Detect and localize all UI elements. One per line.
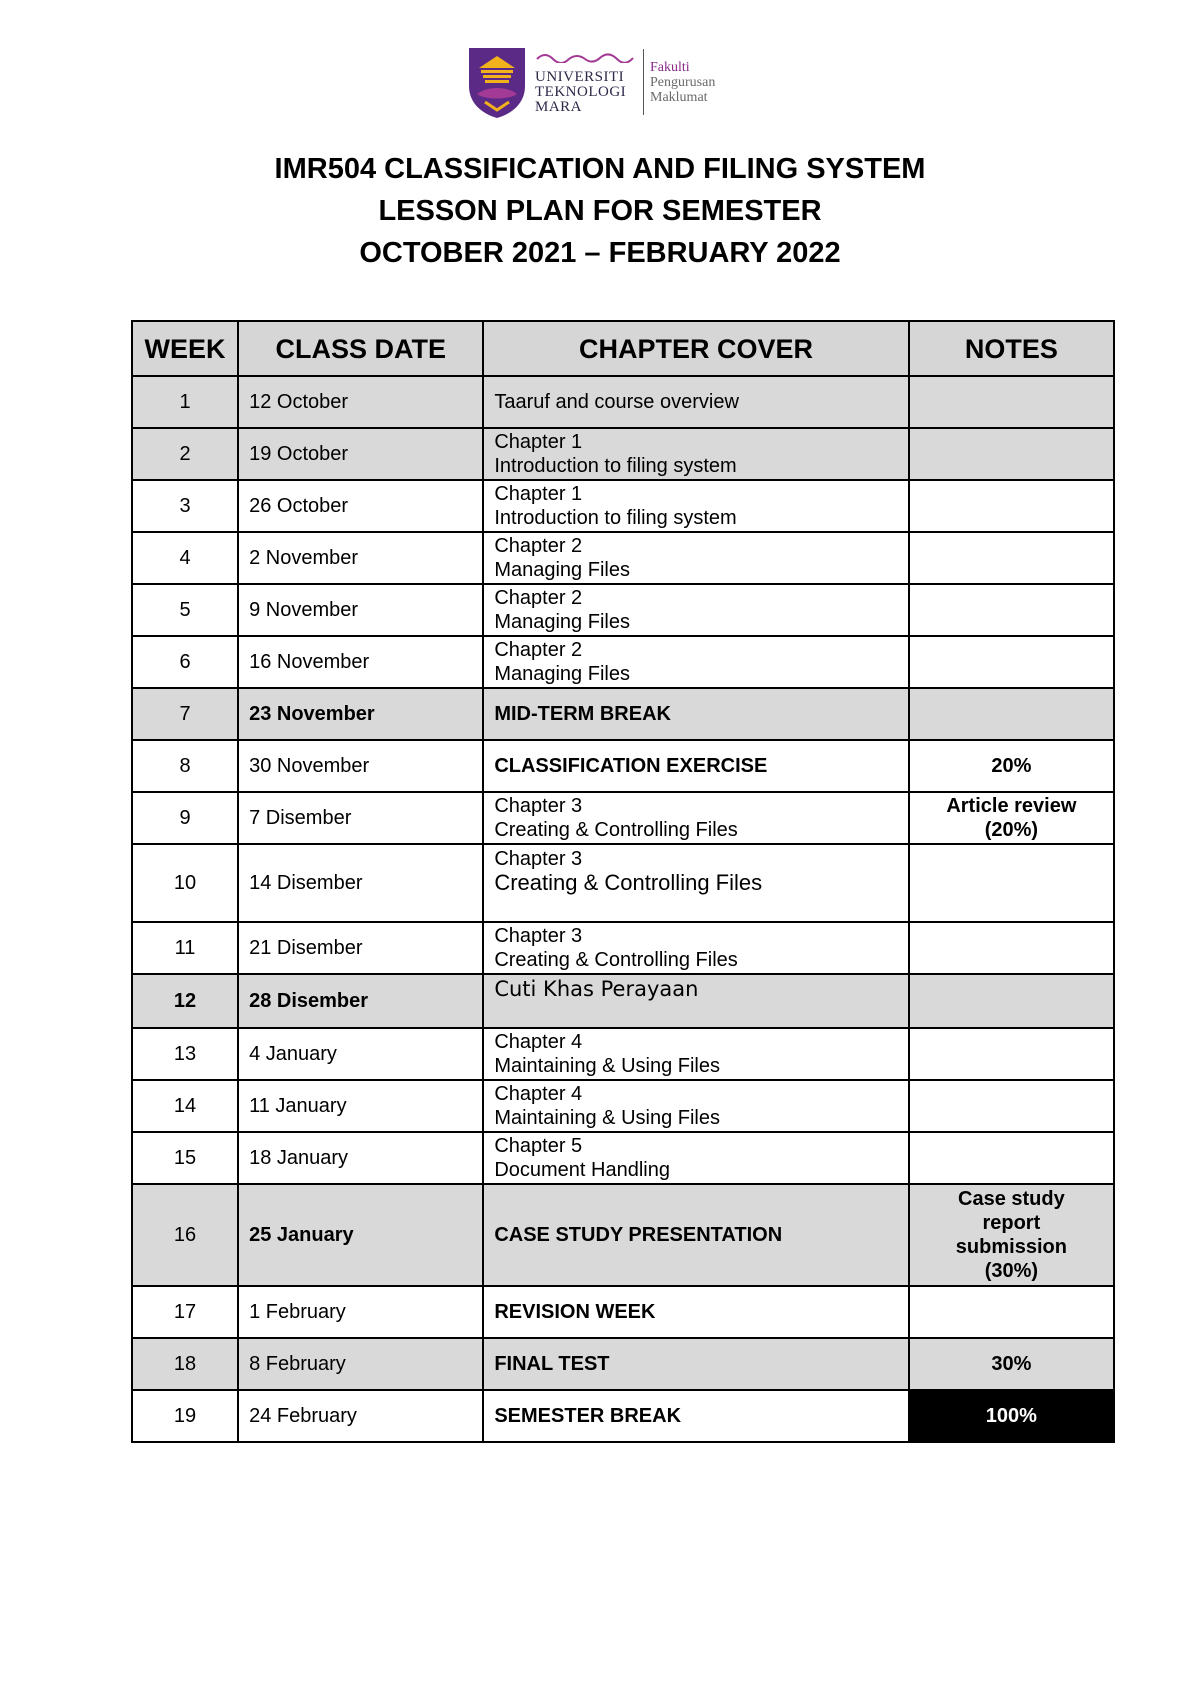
date-cell: 24 February [238,1390,483,1442]
week-cell: 18 [132,1338,238,1390]
date-cell: 8 February [238,1338,483,1390]
notes-line: (20%) [984,819,1039,841]
notes-line: Case study [958,1188,1065,1210]
week-cell: 7 [132,688,238,740]
notes-cell: 30% [909,1338,1114,1390]
table-row [132,844,1114,922]
week-cell: 12 [132,974,238,1028]
chapter-number: Chapter 3 [494,848,583,870]
chapter-number: Chapter 2 [494,535,583,557]
header-chapter-cover: CHAPTER COVER [483,321,908,376]
week-cell: 6 [132,636,238,688]
header-class-date: CLASS DATE [238,321,483,376]
table-row [132,584,1114,636]
notes-line: report [982,1212,1041,1234]
chapter-title: Creating & Controlling Files [494,949,738,971]
jawi-script-icon [535,49,635,63]
table-row [132,974,1114,1028]
chapter-title: Creating & Controlling Files [494,870,763,895]
notes-line: submission [955,1236,1067,1258]
notes-cell [909,1132,1114,1184]
date-cell: 19 October [238,428,483,480]
week-cell: 4 [132,532,238,584]
chapter-title: Document Handling [494,1159,670,1181]
chapter-cell: Cuti Khas Perayaan [483,974,908,1028]
date-cell: 11 January [238,1080,483,1132]
notes-line: (30%) [984,1260,1039,1282]
chapter-title: Managing Files [494,559,630,581]
chapter-cell [483,1028,908,1080]
faculty-line-2: Pengurusan [650,74,716,90]
chapter-cell [483,792,908,844]
chapter-title: Introduction to filing system [494,455,737,477]
university-line-2: TEKNOLOGI [535,84,627,100]
chapter-cell: CLASSIFICATION EXERCISE [483,740,908,792]
title-line-2: LESSON PLAN FOR SEMESTER [378,195,822,227]
table-row [132,532,1114,584]
chapter-cell: REVISION WEEK [483,1286,908,1338]
page-title [0,148,1200,274]
date-cell: 7 Disember [238,792,483,844]
chapter-cell [483,1132,908,1184]
date-cell: 21 Disember [238,922,483,974]
chapter-number: Chapter 2 [494,639,583,661]
chapter-cell [483,584,908,636]
date-cell: 4 January [238,1028,483,1080]
notes-cell [909,688,1114,740]
logo-divider [643,49,644,115]
table-row [132,376,1114,428]
chapter-title: Managing Files [494,663,630,685]
table-row [132,1286,1114,1338]
chapter-cell [483,480,908,532]
date-cell: 9 November [238,584,483,636]
chapter-cell [483,922,908,974]
notes-cell [909,428,1114,480]
title-line-3: OCTOBER 2021 – FEBRUARY 2022 [359,237,841,269]
table-row [132,1390,1114,1442]
table-row [132,428,1114,480]
table-row [132,1184,1114,1286]
table-row [132,480,1114,532]
notes-cell [909,1028,1114,1080]
week-cell: 2 [132,428,238,480]
chapter-number: Chapter 3 [494,925,583,947]
week-cell: 15 [132,1132,238,1184]
university-line-3: MARA [535,99,583,115]
table-header-row [132,321,1114,376]
table-row [132,1080,1114,1132]
notes-cell [909,636,1114,688]
university-name [535,49,635,115]
chapter-number: Chapter 5 [494,1135,583,1157]
notes-line: Article review [946,795,1077,817]
week-cell: 9 [132,792,238,844]
chapter-number: Chapter 4 [494,1083,583,1105]
notes-cell [909,844,1114,922]
chapter-number: Chapter 2 [494,587,583,609]
chapter-cell [483,532,908,584]
chapter-title: Maintaining & Using Files [494,1107,720,1129]
notes-cell [909,480,1114,532]
chapter-number: Chapter 4 [494,1031,583,1053]
table-row [132,688,1114,740]
week-cell: 14 [132,1080,238,1132]
chapter-title: Creating & Controlling Files [494,819,738,841]
faculty-line-3: Maklumat [650,89,708,105]
chapter-cell [483,428,908,480]
header-week: WEEK [132,321,238,376]
table-row [132,636,1114,688]
faculty-name [650,60,715,105]
notes-cell [909,532,1114,584]
notes-cell [909,922,1114,974]
week-cell: 17 [132,1286,238,1338]
chapter-title: Managing Files [494,611,630,633]
chapter-cell [483,844,908,922]
date-cell: 14 Disember [238,844,483,922]
week-cell: 19 [132,1390,238,1442]
table-row [132,1132,1114,1184]
date-cell: 12 October [238,376,483,428]
chapter-number: Chapter 3 [494,795,583,817]
chapter-cell: FINAL TEST [483,1338,908,1390]
week-cell: 1 [132,376,238,428]
week-cell: 5 [132,584,238,636]
date-cell: 18 January [238,1132,483,1184]
date-cell: 16 November [238,636,483,688]
notes-cell: 20% [909,740,1114,792]
chapter-title: Introduction to filing system [494,507,737,529]
notes-cell [909,584,1114,636]
header-notes: NOTES [909,321,1114,376]
faculty-line-1: Fakulti [650,59,690,75]
notes-cell-total: 100% [909,1390,1114,1442]
week-cell: 8 [132,740,238,792]
notes-cell [909,1286,1114,1338]
date-cell: 28 Disember [238,974,483,1028]
date-cell: 1 February [238,1286,483,1338]
date-cell: 2 November [238,532,483,584]
week-cell: 16 [132,1184,238,1286]
date-cell: 25 January [238,1184,483,1286]
notes-cell [909,1184,1114,1286]
notes-cell [909,792,1114,844]
chapter-cell: MID-TERM BREAK [483,688,908,740]
title-line-1: IMR504 CLASSIFICATION AND FILING SYSTEM [274,153,926,185]
week-cell: 3 [132,480,238,532]
lesson-plan-table [131,320,1115,1443]
week-cell: 11 [132,922,238,974]
table-row [132,1028,1114,1080]
date-cell: 26 October [238,480,483,532]
week-cell: 10 [132,844,238,922]
week-cell: 13 [132,1028,238,1080]
table-row [132,922,1114,974]
chapter-number: Chapter 1 [494,483,583,505]
chapter-cell: Taaruf and course overview [483,376,908,428]
table-row [132,740,1114,792]
notes-cell [909,376,1114,428]
chapter-cell: SEMESTER BREAK [483,1390,908,1442]
university-logo [465,44,745,120]
date-cell: 23 November [238,688,483,740]
table-row [132,1338,1114,1390]
uitm-crest-icon [465,44,529,120]
date-cell: 30 November [238,740,483,792]
chapter-cell [483,1080,908,1132]
chapter-cell [483,636,908,688]
chapter-title: Maintaining & Using Files [494,1055,720,1077]
notes-cell [909,974,1114,1028]
notes-cell [909,1080,1114,1132]
chapter-cell: CASE STUDY PRESENTATION [483,1184,908,1286]
university-line-1: UNIVERSITI [535,69,625,85]
chapter-number: Chapter 1 [494,431,583,453]
table-row [132,792,1114,844]
